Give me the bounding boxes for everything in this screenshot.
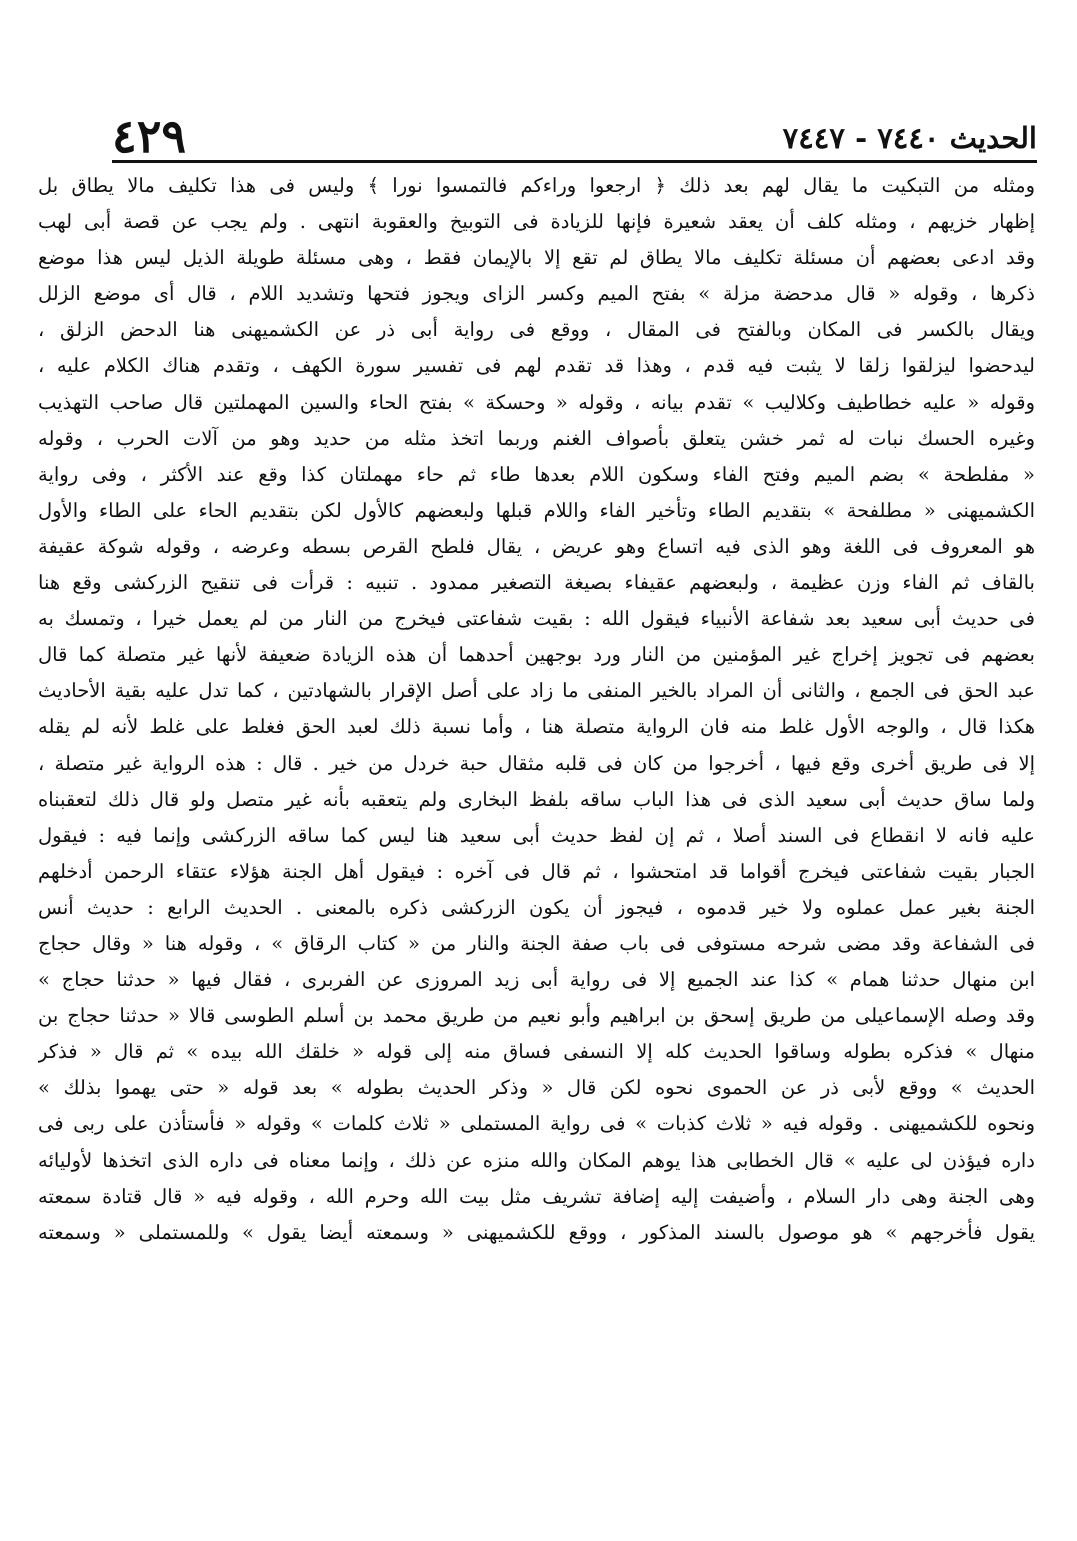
text-line: إلا فى طريق أخرى وقع فيها ، أخرجوا من كان فى قلبه مثقال حبة خردل من خير . قال : هذه الرواية غير متصلة ، — [38, 751, 1035, 775]
text-line: وقد وصله الإسماعيلى من طريق إسحق بن ابراهيم وأبو نعيم من طريق محمد بن أسلم الطوسى قالا « حدثنا حجاج بن — [38, 1004, 1035, 1028]
text-line: ويقال بالكسر فى المكان وبالفتح فى المقال ، ووقع فى رواية أبى ذر عن الكشميهنى هنا الدحض الزلق ، — [38, 318, 1035, 342]
running-head: الحديث ٧٤٤٠ - ٧٤٤٧ — [782, 121, 1037, 155]
body-text — [38, 168, 1035, 1468]
page-header — [112, 108, 1037, 164]
text-line: « مفلطحة » بضم الميم وفتح الفاء وسكون اللام بعدها طاء ثم حاء مهملتان كذا وقع عند الأكثر ، وفى رواية — [38, 462, 1035, 486]
text-line: ابن منهال حدثنا همام » كذا عند الجميع إلا فى رواية أبى زيد المروزى عن الفربرى ، فقال فيها « حدثنا حجاج » — [38, 968, 1035, 992]
text-line: يقول فأخرجهم » هو موصول بالسند المذكور ، ووقع للكشميهنى « وسمعته أيضا يقول » وللمستملى « وسمعته — [38, 1220, 1035, 1244]
text-line: ولما ساق حديث أبى سعيد الذى فى هذا الباب ساقه بلفظ البخارى ولم يتعقبه بأنه غير متصل ولو قال ذلك لتعقبناه — [38, 787, 1035, 811]
text-line: بالقاف ثم الفاء وزن عظيمة ، ولبعضهم عقيفاء بصيغة التصغير ممدود . تنبيه : قرأت فى تنقيح الزركشى وقع هنا — [38, 571, 1035, 595]
text-line: ليدحضوا ليزلقوا زلقا لا يثبت فيه قدم ، وهذا قد تقدم لهم فى تفسير سورة الكهف ، وتقدم هناك الكلام عليه ، — [38, 354, 1035, 378]
text-line: عليه فانه لا انقطاع فى السند أصلا ، ثم إن لفظ حديث أبى سعيد هنا ليس كما ساقه الزركشى وإنما فيه : فيقول — [38, 823, 1035, 847]
text-line: وهى الجنة وهى دار السلام ، وأضيفت إليه إضافة تشريف مثل بيت الله وحرم الله ، وقوله فيه « قال قتادة سمعته — [38, 1184, 1035, 1208]
text-line: الحديث » ووقع لأبى ذر عن الحموى نحوه لكن قال « وذكر الحديث بطوله » بعد قوله « حتى يهموا بذلك » — [38, 1076, 1035, 1100]
text-line: وقوله « عليه خطاطيف وكلاليب » تقدم بيانه ، وقوله « وحسكة » بفتح الحاء والسين المهملتين قال صاحب التهذيب — [38, 390, 1035, 414]
text-line: ذكرها ، وقوله « قال مدحضة مزلة » بفتح الميم وكسر الزاى ويجوز فتحها وتشديد اللام ، قال أى موضع الزلل — [38, 282, 1035, 306]
header-rule — [112, 160, 1037, 163]
text-line: فى الشفاعة وقد مضى شرحه مستوفى فى باب صفة الجنة والنار من « كتاب الرقاق » ، وقوله هنا « وقال حجاج — [38, 931, 1035, 955]
text-line: هكذا قال ، والوجه الأول غلط منه فان الرواية متصلة هنا ، وأما نسبة ذلك لعبد الحق فغلط على غلط لأنه لم يقله — [38, 715, 1035, 739]
text-line: عبد الحق فى الجمع ، والثانى أن المراد بالخير المنفى ما زاد على أصل الإقرار بالشهادتين ، كما تدل عليه بقية الأحاديث — [38, 679, 1035, 703]
text-line: منهال » فذكره بطوله وساقوا الحديث كله إلا النسفى فساق منه إلى قوله « خلقك الله بيده » ثم قال « فذكر — [38, 1040, 1035, 1064]
text-line: فى حديث أبى سعيد بعد شفاعة الأنبياء فيقول الله : بقيت شفاعتى فيخرج من النار من لم يعمل خيرا ، وتمسك به — [38, 607, 1035, 631]
text-line: إظهار خزيهم ، ومثله كلف أن يعقد شعيرة فإنها للزيادة فى التوبيخ والعقوبة انتهى . ولم يجب عن قصة أبى لهب — [38, 210, 1035, 234]
text-line: الجنة بغير عمل عملوه ولا خير قدموه ، فيجوز أن يكون الزركشى ذكره بالمعنى . الحديث الرابع : حديث أنس — [38, 895, 1035, 919]
text-line: بعضهم فى تجويز إخراج غير المؤمنين من النار ورد بوجهين أحدهما أن هذه الزيادة ضعيفة لأنها غير متصلة كما قال — [38, 643, 1035, 667]
text-line: وقد ادعى بعضهم أن مسئلة تكليف مالا يطاق لم تقع إلا بالإيمان فقط ، وهى مسئلة طويلة الذيل ليس هذا موضع — [38, 246, 1035, 270]
text-line: الكشميهنى « مطلفحة » بتقديم الطاء وتأخير الفاء واللام قبلها ولبعضهم كالأول لكن بتقديم الحاء على الطاء والأول — [38, 498, 1035, 522]
text-line: داره فيؤذن لى عليه » قال الخطابى هذا يوهم المكان والله منزه عن ذلك ، وإنما معناه فى داره الذى اتخذها لأوليائه — [38, 1148, 1035, 1172]
text-line: هو المعروف فى اللغة وهو الذى فيه اتساع وهو عريض ، يقال فلطح القرص بسطه وعرضه ، وقوله شوكة عقيفة — [38, 534, 1035, 558]
text-line: وغيره الحسك نبات له ثمر خشن يتعلق بأصواف الغنم وربما اتخذ مثله من حديد وهو من آلات الحرب ، وقوله — [38, 426, 1035, 450]
text-line: ونحوه للكشميهنى . وقوله فيه « ثلاث كذبات » فى رواية المستملى « ثلاث كلمات » وقوله « فأستأذن على ربى فى — [38, 1112, 1035, 1136]
page-number: ٤٢٩ — [112, 109, 187, 163]
text-line: الجبار بقيت شفاعتى فيخرج أقواما قد امتحشوا ، ثم قال فى آخره : فيقول أهل الجنة هؤلاء عتقاء الرحمن أدخلهم — [38, 859, 1035, 883]
text-line: ومثله من التبكيت ما يقال لهم بعد ذلك ﴿ ارجعوا وراءكم فالتمسوا نورا ﴾ وليس فى هذا تكليف مالا يطاق بل — [38, 174, 1035, 197]
